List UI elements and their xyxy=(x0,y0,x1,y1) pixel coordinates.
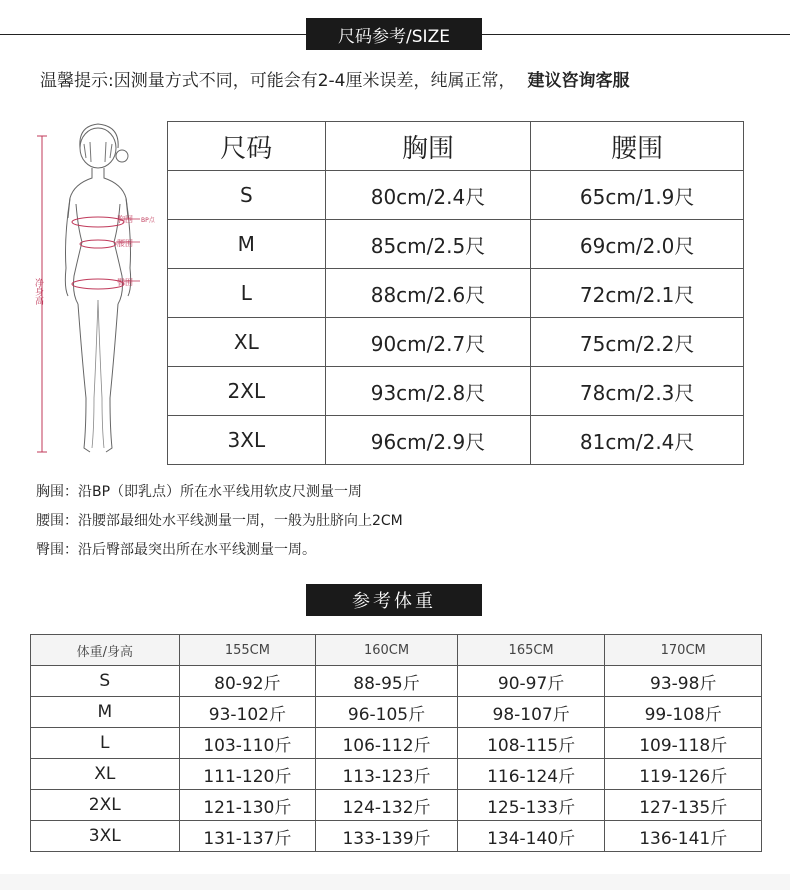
bust-cell: 93cm/2.8尺 xyxy=(325,367,531,416)
size-table-header xyxy=(168,122,744,171)
size-header-bust: 胸围 xyxy=(325,122,531,171)
size-cell: M xyxy=(31,697,180,728)
table-row xyxy=(168,171,744,220)
size-cell: L xyxy=(31,728,180,759)
note-bust: 胸围：沿BP（即乳点）所在水平线用软皮尺测量一周 xyxy=(36,484,363,500)
weight-cell: 96-105斤 xyxy=(316,697,458,728)
bust-cell: 96cm/2.9尺 xyxy=(325,416,531,465)
notice-text: 温馨提示:因测量方式不同，可能会有2-4厘米误差，纯属正常， xyxy=(40,71,516,91)
table-row xyxy=(31,697,762,728)
figure-label-bp: BP点 xyxy=(141,217,155,224)
figure-label-hip: 臀围 xyxy=(117,278,133,287)
waist-cell: 78cm/2.3尺 xyxy=(531,367,744,416)
table-row xyxy=(31,790,762,821)
table-row xyxy=(168,318,744,367)
waist-cell: 81cm/2.4尺 xyxy=(531,416,744,465)
waist-cell: 75cm/2.2尺 xyxy=(531,318,744,367)
weight-header-170: 170CM xyxy=(605,635,762,666)
notice-contact-service: 建议咨询客服 xyxy=(527,71,630,91)
size-chart-table xyxy=(167,121,744,465)
weight-cell: 131-137斤 xyxy=(179,821,316,852)
size-cell: XL xyxy=(31,759,180,790)
weight-reference-title: 参考体重 xyxy=(306,584,482,616)
weight-cell: 133-139斤 xyxy=(316,821,458,852)
weight-cell: 98-107斤 xyxy=(457,697,605,728)
size-cell: XL xyxy=(168,318,326,367)
figure-label-waist: 腰围 xyxy=(117,239,133,248)
weight-cell: 134-140斤 xyxy=(457,821,605,852)
size-cell: L xyxy=(168,269,326,318)
weight-header-155: 155CM xyxy=(179,635,316,666)
body-measurement-figure xyxy=(28,118,168,464)
weight-cell: 108-115斤 xyxy=(457,728,605,759)
weight-cell: 127-135斤 xyxy=(605,790,762,821)
size-cell: S xyxy=(168,171,326,220)
weight-cell: 93-102斤 xyxy=(179,697,316,728)
weight-table-header xyxy=(31,635,762,666)
title-rule-right xyxy=(482,34,790,35)
table-row xyxy=(31,728,762,759)
weight-chart-table xyxy=(30,634,762,852)
weight-cell: 109-118斤 xyxy=(605,728,762,759)
table-row xyxy=(168,367,744,416)
weight-cell: 103-110斤 xyxy=(179,728,316,759)
weight-cell: 116-124斤 xyxy=(457,759,605,790)
waist-cell: 69cm/2.0尺 xyxy=(531,220,744,269)
weight-header-165: 165CM xyxy=(457,635,605,666)
note-hip: 臀围：沿后臀部最突出所在水平线测量一周。 xyxy=(36,542,316,558)
figure-label-bust: 胸围 xyxy=(117,215,133,224)
weight-header-label: 体重/身高 xyxy=(31,635,180,666)
body-figure-illustration xyxy=(28,118,168,464)
table-row xyxy=(31,759,762,790)
note-waist: 腰围：沿腰部最细处水平线测量一周，一般为肚脐向上2CM xyxy=(36,513,403,529)
weight-cell: 119-126斤 xyxy=(605,759,762,790)
weight-cell: 99-108斤 xyxy=(605,697,762,728)
bust-cell: 88cm/2.6尺 xyxy=(325,269,531,318)
size-cell: 2XL xyxy=(168,367,326,416)
weight-cell: 80-92斤 xyxy=(179,666,316,697)
weight-cell: 121-130斤 xyxy=(179,790,316,821)
size-reference-title: 尺码参考/SIZE xyxy=(306,18,482,50)
table-row xyxy=(168,269,744,318)
weight-cell: 113-123斤 xyxy=(316,759,458,790)
size-header-waist: 腰围 xyxy=(531,122,744,171)
weight-cell: 125-133斤 xyxy=(457,790,605,821)
table-row xyxy=(168,220,744,269)
weight-cell: 136-141斤 xyxy=(605,821,762,852)
table-row xyxy=(168,416,744,465)
bust-cell: 80cm/2.4尺 xyxy=(325,171,531,220)
size-cell: 3XL xyxy=(168,416,326,465)
weight-cell: 106-112斤 xyxy=(316,728,458,759)
weight-cell: 93-98斤 xyxy=(605,666,762,697)
waist-cell: 65cm/1.9尺 xyxy=(531,171,744,220)
weight-cell: 111-120斤 xyxy=(179,759,316,790)
size-cell: 2XL xyxy=(31,790,180,821)
measurement-notes xyxy=(36,482,403,569)
size-header-size: 尺码 xyxy=(168,122,326,171)
figure-label-height: 净身高 xyxy=(33,278,43,305)
size-cell: 3XL xyxy=(31,821,180,852)
title-rule-left xyxy=(0,34,306,35)
bust-cell: 85cm/2.5尺 xyxy=(325,220,531,269)
footer-band xyxy=(0,874,790,890)
bust-cell: 90cm/2.7尺 xyxy=(325,318,531,367)
size-cell: S xyxy=(31,666,180,697)
table-row xyxy=(31,821,762,852)
measurement-notice xyxy=(40,66,760,91)
weight-cell: 90-97斤 xyxy=(457,666,605,697)
weight-header-160: 160CM xyxy=(316,635,458,666)
table-row xyxy=(31,666,762,697)
size-cell: M xyxy=(168,220,326,269)
weight-cell: 124-132斤 xyxy=(316,790,458,821)
waist-cell: 72cm/2.1尺 xyxy=(531,269,744,318)
weight-cell: 88-95斤 xyxy=(316,666,458,697)
